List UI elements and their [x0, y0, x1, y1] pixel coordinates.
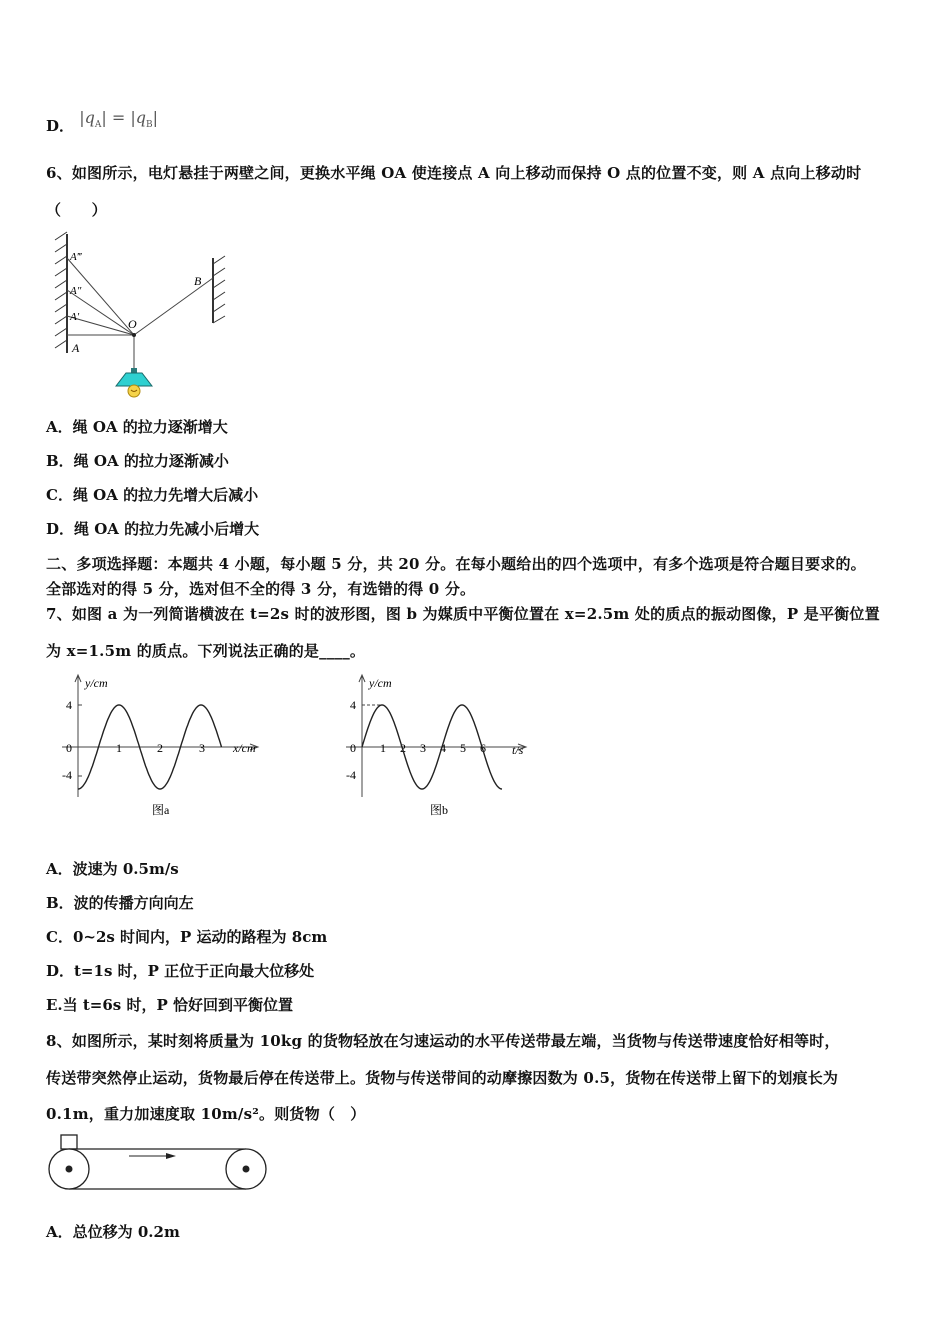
fig-a-xtick-2: 2	[157, 741, 163, 755]
q8-stem-line2: 传送带突然停止运动，货物最后停在传送带上。货物与传送带间的动摩擦因数为 0.5，货物在传送带上留下的划痕长为	[46, 1069, 839, 1087]
fig-a-xlabel: x/cm	[233, 741, 256, 755]
left-wall	[55, 232, 67, 353]
q5-option-d-formula: $|q_A| = |q_B|$	[79, 108, 159, 131]
section2-line1: 二、多项选择题：本题共 4 小题，每小题 5 分，共 20 分。在每小题给出的四个选项中，有多个选项是符合题目要求的。	[46, 555, 866, 573]
q6-stem-line1: 6、如图所示，电灯悬挂于两壁之间，更换水平绳 OA 使连接点 A 向上移动而保持 O 点的位置不变，则 A 点向上移动时	[46, 164, 862, 182]
fig-b-xtick-0: 0	[350, 741, 356, 755]
label-b: B	[194, 274, 202, 288]
q7-option-d[interactable]: D．t=1s 时，P 正位于正向最大位移处	[46, 962, 315, 980]
q5-option-d-label: D．	[46, 117, 75, 135]
q5-option-d[interactable]	[46, 108, 159, 138]
q8-option-a[interactable]: A．总位移为 0.2m	[46, 1223, 180, 1241]
q6-lamp-figure	[46, 228, 246, 403]
fig-b-xtick-4: 4	[440, 741, 446, 755]
label-o: O	[128, 317, 137, 331]
fig-b-xtick-2: 2	[400, 741, 406, 755]
q7-figure-b	[340, 672, 540, 827]
q6-stem-line2: （ ）	[46, 201, 107, 219]
q7-option-a[interactable]: A．波速为 0.5m/s	[46, 860, 179, 878]
fig-a-caption: 图a	[152, 803, 170, 817]
q6-option-a[interactable]: A．绳 OA 的拉力逐渐增大	[46, 418, 228, 436]
fig-b-caption: 图b	[430, 803, 449, 817]
fig-a-xtick-0: 0	[66, 741, 72, 755]
q8-stem-line3: 0.1m，重力加速度取 10m/s²。则货物（ ）	[46, 1105, 366, 1123]
lamp-icon	[116, 368, 152, 397]
fig-b-xlabel: t/s	[512, 743, 524, 757]
fig-b-xtick-1: 1	[380, 741, 386, 755]
section2-line2: 全部选对的得 5 分，选对但不全的得 3 分，有选错的得 0 分。	[46, 580, 476, 598]
q7-option-c[interactable]: C．0~2s 时间内，P 运动的路程为 8cm	[46, 928, 328, 946]
fig-a-ytick-neg4: -4	[62, 768, 72, 782]
label-a1: A′	[70, 311, 80, 323]
fig-b-ytick-4: 4	[350, 698, 356, 712]
label-a3: A‴	[70, 251, 82, 263]
q6-option-b[interactable]: B．绳 OA 的拉力逐渐减小	[46, 452, 229, 470]
fig-a-xtick-3: 3	[199, 741, 205, 755]
q8-conveyor-figure	[44, 1132, 274, 1198]
fig-b-xtick-3: 3	[420, 741, 426, 755]
q7-option-e[interactable]: E.当 t=6s 时，P 恰好回到平衡位置	[46, 996, 293, 1014]
q8-stem-line1: 8、如图所示，某时刻将质量为 10kg 的货物轻放在匀速运动的水平传送带最左端，当货物与传送带速度恰好相等时，	[46, 1032, 840, 1050]
cargo-box	[61, 1135, 77, 1149]
fig-b-xtick-6: 6	[480, 741, 486, 755]
fig-a-ytick-4: 4	[66, 698, 72, 712]
q6-option-c[interactable]: C．绳 OA 的拉力先增大后减小	[46, 486, 259, 504]
label-a2: A″	[70, 285, 82, 297]
q7-option-b[interactable]: B．波的传播方向向左	[46, 894, 194, 912]
fig-a-ylabel: y/cm	[85, 676, 108, 690]
right-wall	[213, 256, 225, 323]
ropes	[67, 258, 213, 368]
q7-figure-a	[52, 672, 277, 827]
q7-stem-line2: 为 x=1.5m 的质点。下列说法正确的是____。	[46, 642, 366, 660]
label-a: A	[72, 341, 80, 355]
q6-option-d[interactable]: D．绳 OA 的拉力先减小后增大	[46, 520, 260, 538]
q7-stem-line1: 7、如图 a 为一列简谐横波在 t=2s 时的波形图，图 b 为媒质中平衡位置在 x=2.5m 处的质点的振动图像，P 是平衡位置	[46, 605, 880, 623]
fig-b-ytick-neg4: -4	[346, 768, 356, 782]
fig-b-xtick-5: 5	[460, 741, 466, 755]
fig-a-xtick-1: 1	[116, 741, 122, 755]
fig-b-ylabel: y/cm	[369, 676, 392, 690]
